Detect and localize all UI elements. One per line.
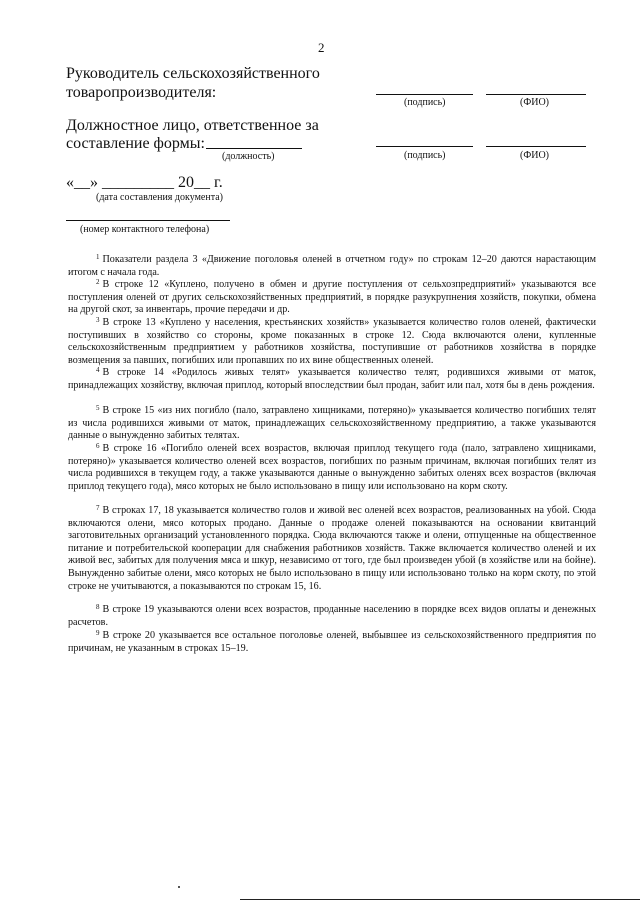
footnote-8: $^8$ В строке 19 указываются олени всех возрастов, проданные населению в порядке всех видов оплаты и денежных расчетов. [68,603,596,628]
head-signature-line[interactable] [376,94,473,95]
head-name-line[interactable] [486,94,586,95]
phone-caption: (номер контактного телефона) [80,224,210,235]
footnote-9: $^9$ В строке 20 указывается все остальное поголовье оленей, выбывшее из сельскохозяйственного предприятия по причинам, не указанным в строках 15–19. [68,629,596,654]
head-title-line2: товаропроизводителя: [66,84,217,101]
page-number: 2 [318,40,325,55]
official-position-caption: (должность) [222,151,275,162]
footnote-7: $^7$ В строках 17, 18 указывается количество голов и живой вес оленей всех возрастов, реализованных на убой. Сюда включаются олени, мясо которых продано. Данные о продаже оленей показываются на основании квитанций заготовительных организаций установленного порядка. Сюда включаются также и олени, отпущенные на общественное питание и потребительской кооперации для снабжения работников хозяйств. Также включается количество оленей и их живой вес, забитых для получения мяса и шкур, независимо от того, где был произведен убой (в хозяйстве или на бойне). Вынужденно забитые олени, мясо которых не было использовано в пищу или использовано только на корм скоту, по этой строке не учитываются, а показываются по строкам 15, 16. [68,504,596,592]
scan-speck [178,886,180,888]
phone-line[interactable] [66,220,230,221]
footnote-1: $^1$ Показатели раздела 3 «Движение поголовья оленей в отчетном году» по строкам 12–20 даются нарастающим итогом с начала года. [68,253,596,278]
bottom-rule [240,899,640,900]
footnote-2: $^2$ В строке 12 «Куплено, получено в обмен и другие поступления от сельхозпредприятий» указываются все поступления оленей от других сельскохозяйственных предприятий, в порядке разукрупнения хозяйств, покупки, обмена на другой скот, за инвентарь, прочие передачи и др. [68,278,596,316]
document-date-caption: (дата составления документа) [96,192,223,203]
official-signature-line[interactable] [376,146,473,147]
official-name-caption: (ФИО) [520,150,550,161]
footnote-4: $^4$ В строке 14 «Родилось живых телят» указывается количество телят, родившихся живыми от маток, принадлежащих хозяйству, включая приплод, который впоследствии был продан, забит или пал, хотя бы в день рождения. [68,366,596,391]
footnote-6: $^6$ В строке 16 «Погибло оленей всех возрастов, включая приплод текущего года (пало, затравлено хищниками, потеряно)» указывается количество оленей всех возрастов, погибших по разным причинам, включая погибших телят из числа родившихся в текущем году, а также указываются данные о вынужденно забитых оленях всех возрастов (включая приплод текущего года), мясо которых не было использовано в пищу или использовано на корм скоту. [68,442,596,492]
official-position-line[interactable] [206,148,302,149]
footnote-5: $^5$ В строке 15 «из них погибло (пало, затравлено хищниками, потеряно)» указывается количество погибших телят из числа родившихся живыми от маток, принадлежащих сельскохозяйственному предприятию, а также указываются данные о вынужденно забитых телятах. [68,404,596,442]
head-name-caption: (ФИО) [520,97,550,108]
official-name-line[interactable] [486,146,586,147]
official-title-line2: составление формы: [66,135,205,152]
footnote-3: $^3$ В строке 13 «Куплено у населения, крестьянских хозяйств» указывается количество голов оленей, фактически поступивших в хозяйство со стороны, кроме показанных в строке 12. Сюда включаются олени, купленные сельскохозяйственным предприятием у работников хозяйства, поступившие от работников хозяйства в порядке возмещения за павших, погибших или пропавших по их вине общественных оленей. [68,316,596,366]
official-signature-caption: (подпись) [404,150,446,161]
head-signature-caption: (подпись) [404,97,446,108]
document-date[interactable]: «__» _________ 20__ г. [66,174,223,191]
official-title-line1: Должностное лицо, ответственное за [66,117,319,134]
head-title-line1: Руководитель сельскохозяйственного [66,65,320,82]
